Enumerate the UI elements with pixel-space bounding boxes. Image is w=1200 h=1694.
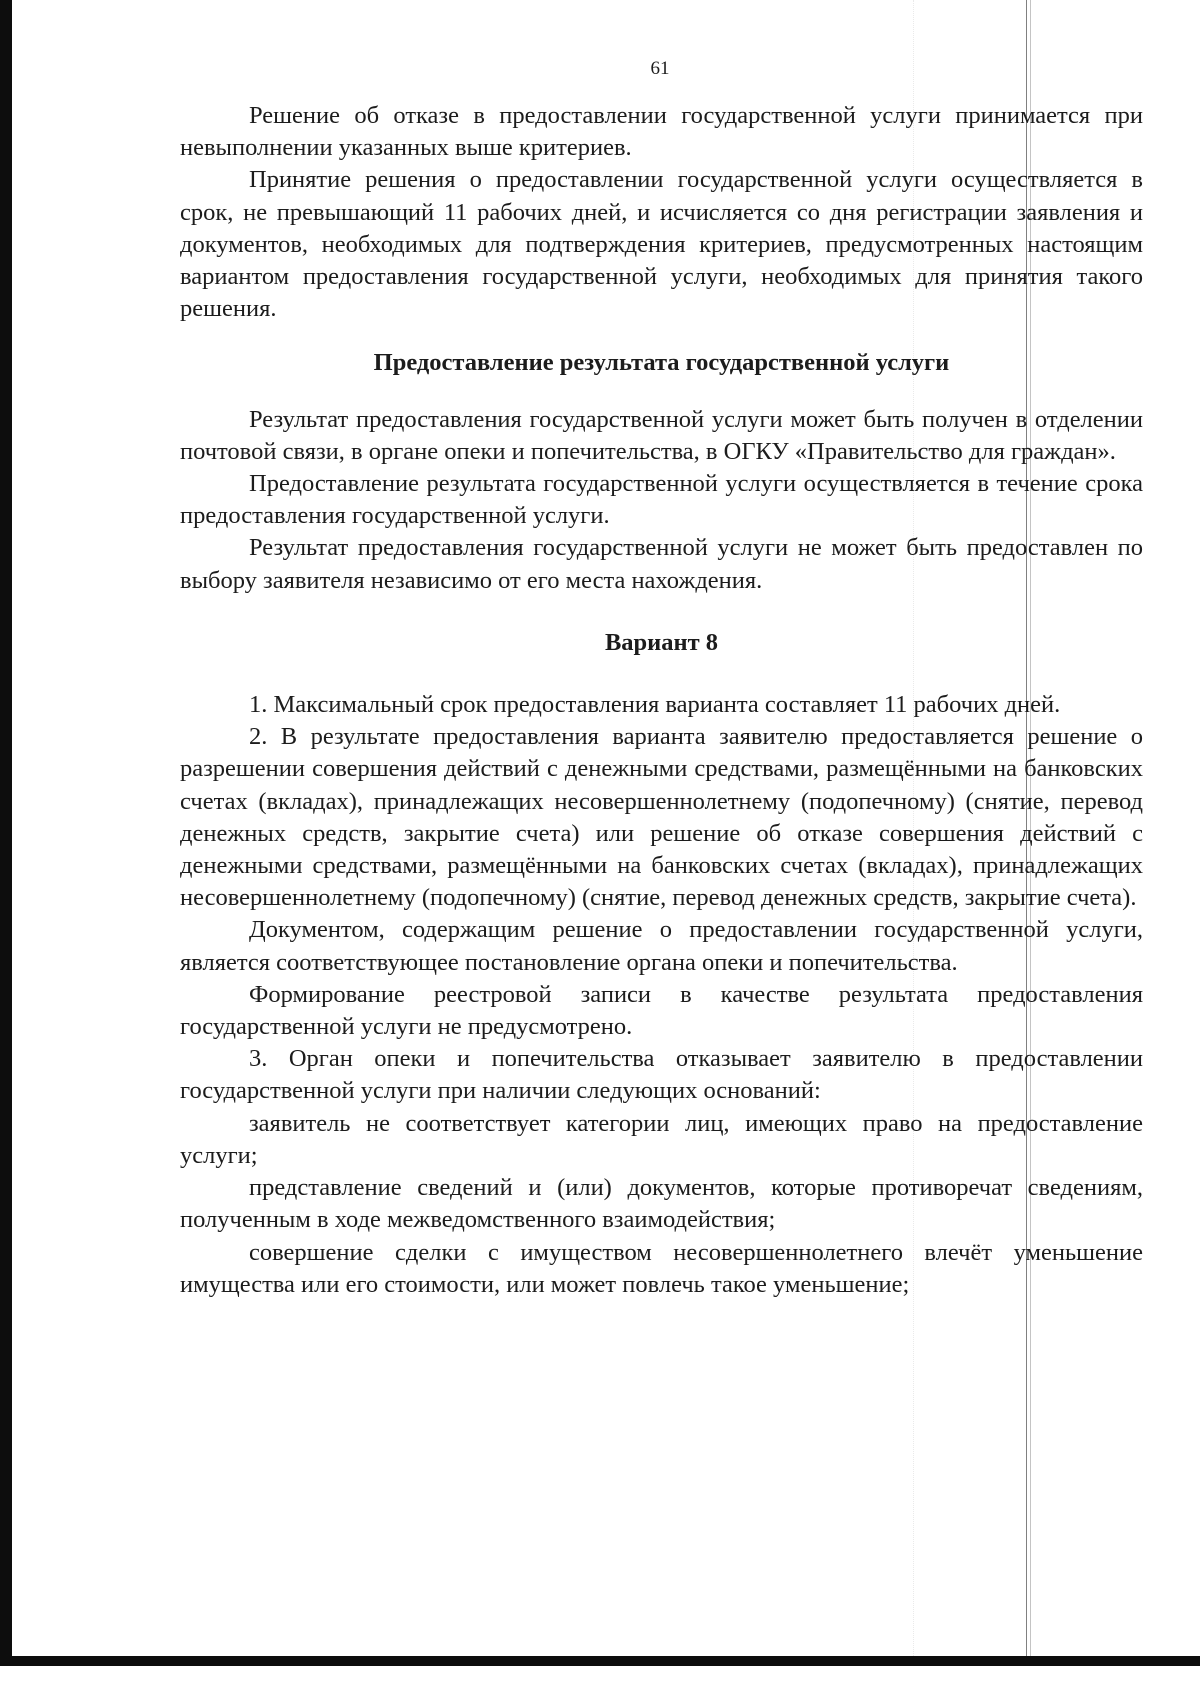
- scan-border-left: [0, 0, 12, 1656]
- section-heading-result: Предоставление результата государственной услуги: [373, 349, 950, 377]
- paragraph-result-term: Предоставление результата государственной услуги осуществляется в течение срока предоставления государственной услуги.: [180, 470, 1143, 530]
- paragraph-result-receipt: Результат предоставления государственной услуги может быть получен в отделении почтовой связи, в органе опеки и попечительства, в ОГКУ «Правительство для граждан».: [180, 405, 1143, 465]
- paragraph-refusal-decision: Решение об отказе в предоставлении государственной услуги принимается при невыполнении указанных выше критериев.: [180, 102, 1143, 162]
- list-item-3: 3. Орган опеки и попечительства отказывает заявителю в предоставлении государственной услуги при наличии следующих оснований:: [180, 1045, 1143, 1105]
- refusal-ground: совершение сделки с имуществом несовершеннолетнего влечёт уменьшение имущества или его стоимости, или может повлечь такое уменьшение;: [180, 1238, 1143, 1298]
- scan-border-bottom: [0, 1656, 1200, 1666]
- refusal-ground: представление сведений и (или) документов, которые противоречат сведениям, полученным в ходе межведомственного взаимодействия;: [180, 1174, 1143, 1234]
- paragraph-registry-record: Формирование реестровой записи в качестве результата предоставления государственной услуги не предусмотрено.: [180, 980, 1143, 1041]
- document-body: [180, 100, 1143, 1301]
- list-item-1: 1. Максимальный срок предоставления варианта составляет 11 рабочих дней.: [249, 691, 1061, 719]
- paragraph-decision-term: Принятие решения о предоставлении государственной услуги осуществляется в срок, не превышающий 11 рабочих дней, и исчисляется со дня регистрации заявления и документов, необходимых для подтверждения критериев, предусмотренных настоящим вариантом предоставления государственной услуги, необходимых для принятия такого решения.: [180, 166, 1143, 323]
- paragraph-decision-document: Документом, содержащим решение о предоставлении государственной услуги, является соответствующее постановление органа опеки и попечительства.: [180, 916, 1143, 976]
- page-number: 61: [650, 58, 670, 79]
- refusal-ground: заявитель не соответствует категории лиц, имеющих право на предоставление услуги;: [180, 1109, 1143, 1169]
- paragraph-result-location: Результат предоставления государственной услуги не может быть предоставлен по выбору заявителя независимо от его места нахождения.: [180, 534, 1143, 594]
- section-heading-variant: Вариант 8: [604, 628, 719, 656]
- list-item-2: 2. В результате предоставления варианта заявителю предоставляется решение о разрешении совершения действий с денежными средствами, размещёнными на банковских счетах (вкладах), принадлежащих несовершеннолетнему (подопечному) (снятие, перевод денежных средств, закрытие счета) или решение об отказе совершения действий с денежными средствами, размещёнными на банковских счетах (вкладах), принадлежащих несовершеннолетнему (подопечному) (снятие, перевод денежных средств, закрытие счета).: [180, 723, 1143, 912]
